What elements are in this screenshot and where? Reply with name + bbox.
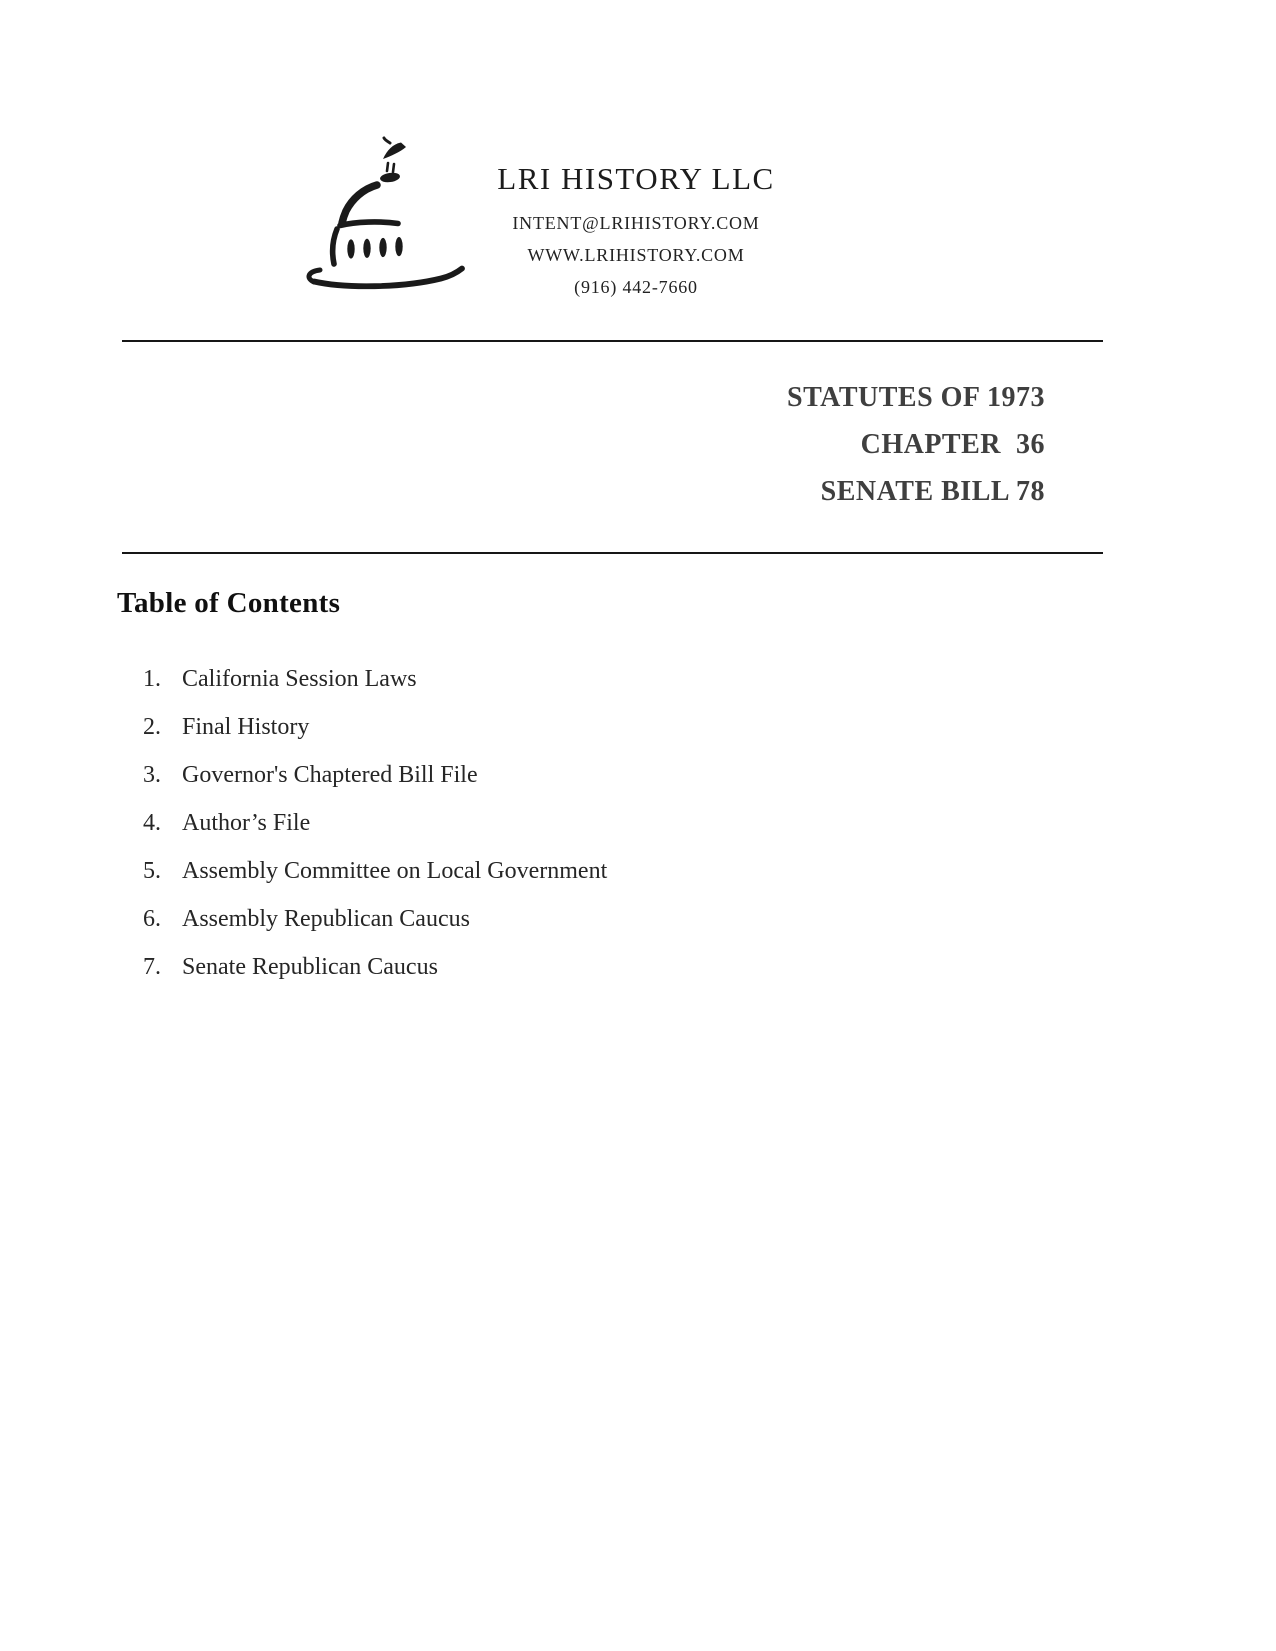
toc-item-final-history <box>143 715 607 763</box>
toc-heading: Table of Contents <box>117 587 341 619</box>
toc-item-label: Governor's Chaptered Bill File <box>182 762 478 788</box>
toc-item-authors-file <box>143 811 607 859</box>
toc-item-label: Final History <box>182 714 310 740</box>
toc-item-governors-chaptered-bill-file <box>143 763 607 811</box>
toc-item-label: Author’s File <box>182 810 311 836</box>
toc-list <box>143 667 607 1003</box>
base-stroke <box>314 269 462 287</box>
toc-item-label: California Session Laws <box>182 666 417 692</box>
divider-bottom <box>122 552 1103 554</box>
lantern-tick-2 <box>393 164 394 172</box>
column-2 <box>363 239 370 258</box>
toc-item-number: 7. <box>143 954 161 980</box>
column-4 <box>395 237 402 256</box>
dome-stroke <box>342 185 377 223</box>
toc-item-number: 6. <box>143 906 161 932</box>
divider-top <box>122 340 1103 342</box>
toc-item-number: 5. <box>143 858 161 884</box>
flag-hook <box>384 138 390 143</box>
company-name: LRI HISTORY LLC <box>497 161 775 196</box>
email-line: INTENT@LRIHISTORY.COM <box>512 213 760 233</box>
contact-block <box>460 207 812 303</box>
toc-item-number: 3. <box>143 762 161 788</box>
chapter-line: CHAPTER 36 <box>860 429 1045 460</box>
statutes-line: STATUTES OF 1973 <box>787 382 1045 413</box>
flag-shape <box>383 143 406 160</box>
case-reference <box>787 374 1045 515</box>
toc-item-label: Senate Republican Caucus <box>182 954 438 980</box>
lantern-tick-1 <box>387 163 388 171</box>
column-1 <box>347 239 354 258</box>
column-3 <box>379 238 386 257</box>
wall-stroke <box>333 229 337 264</box>
toc-item-california-session-laws <box>143 667 607 715</box>
lantern-ellipse <box>379 172 400 184</box>
toc-item-number: 2. <box>143 714 161 740</box>
senate-bill-line: SENATE BILL 78 <box>820 476 1045 507</box>
capitol-dome-logo <box>293 122 473 297</box>
website-line: WWW.LRIHISTORY.COM <box>527 245 745 265</box>
toc-item-label: Assembly Committee on Local Government <box>182 858 608 884</box>
drum-stroke <box>340 222 398 226</box>
toc-item-number: 4. <box>143 810 161 836</box>
letterhead <box>460 162 812 303</box>
phone-line: (916) 442-7660 <box>574 277 698 297</box>
toc-item-assembly-republican-caucus <box>143 907 607 955</box>
toc-item-assembly-committee-local-government <box>143 859 607 907</box>
toc-item-number: 1. <box>143 666 161 692</box>
toc-item-label: Assembly Republican Caucus <box>182 906 470 932</box>
toc-item-senate-republican-caucus <box>143 955 607 1003</box>
